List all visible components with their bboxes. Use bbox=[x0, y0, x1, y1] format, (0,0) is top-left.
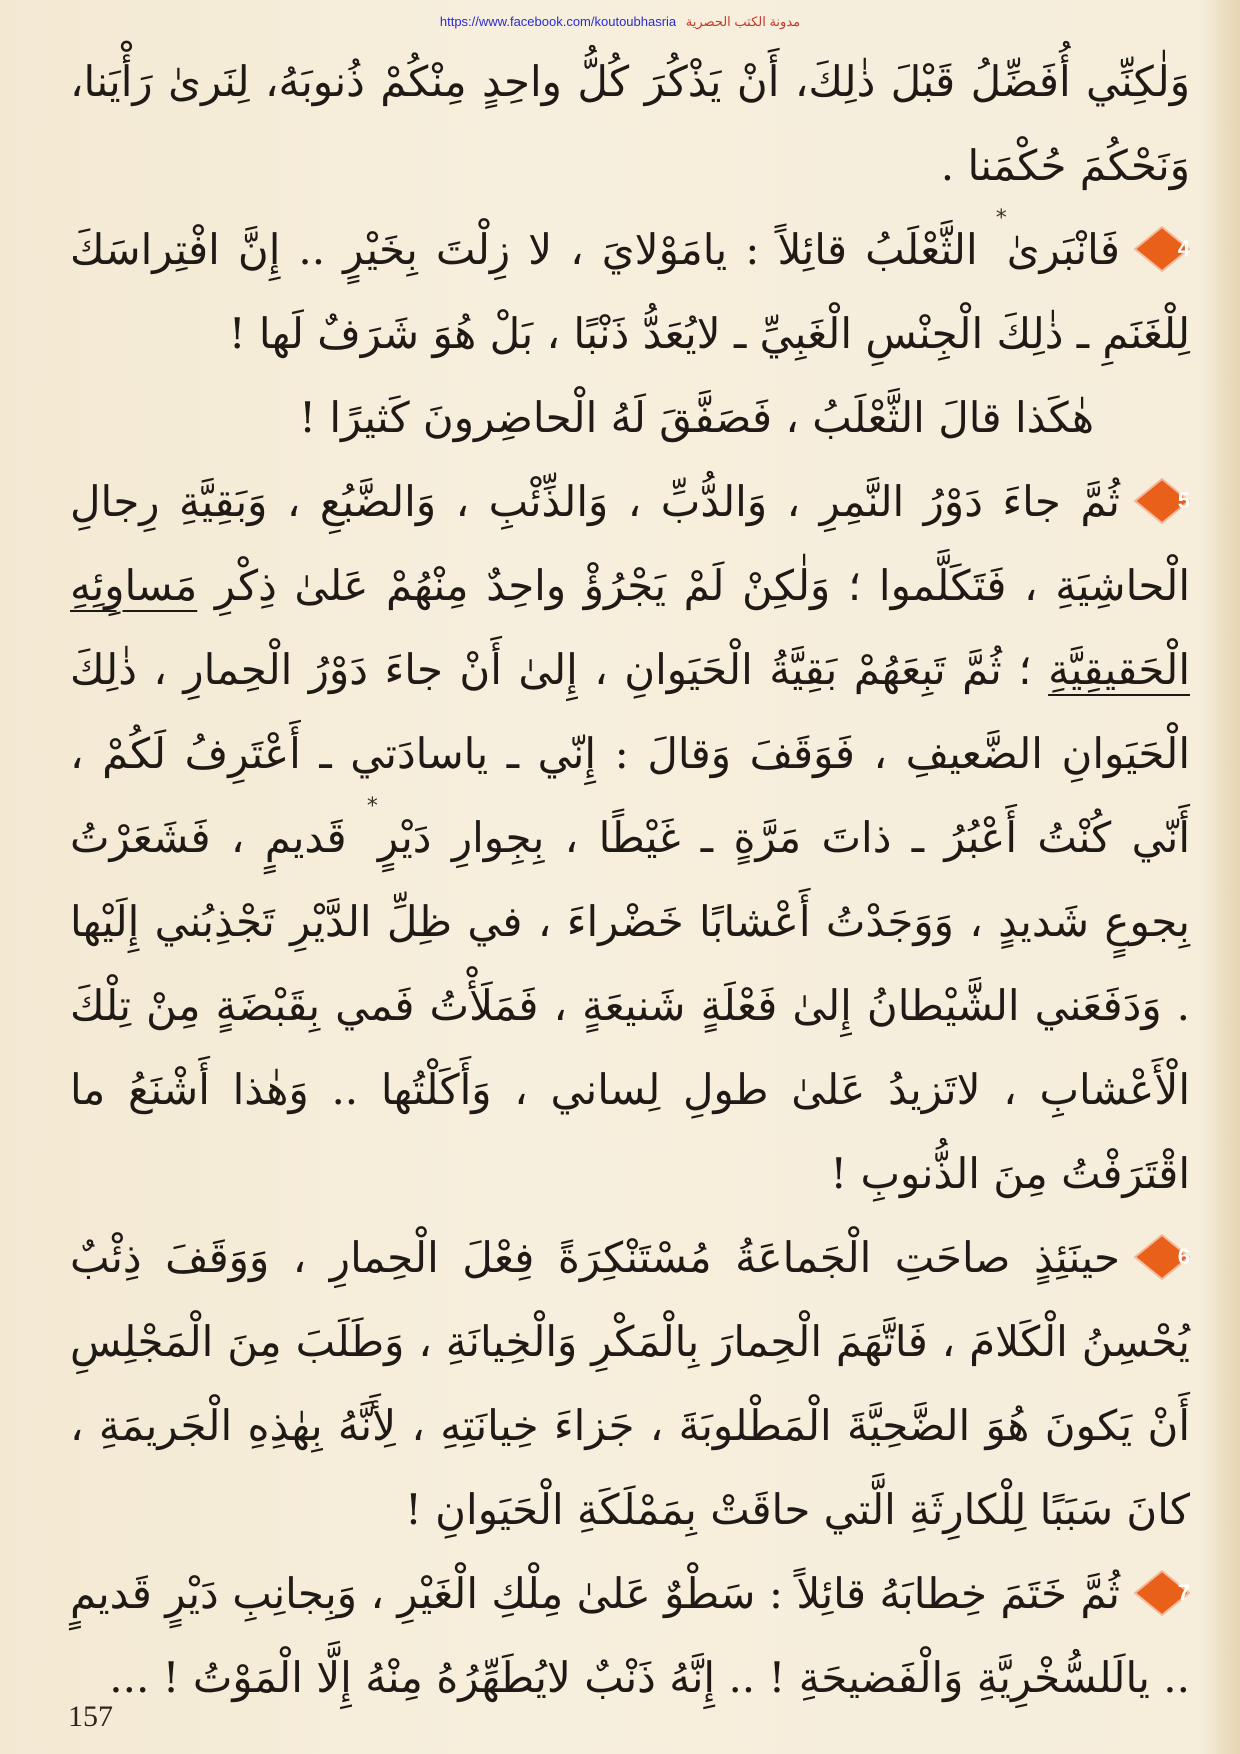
paragraph-number-badge bbox=[1134, 1570, 1190, 1616]
paragraph-5 bbox=[70, 460, 1190, 1216]
paragraph-text-b: ؛ ثُمَّ تَبِعَهُمْ بَقِيَّةُ الْحَيَوانِ ، إِلىٰ أَنْ جاءَ دَوْرُ الْحِمارِ ، ذٰلِكَ الْحَيَوانِ الضَّعيفِ ، فَوَقَفَ وَقالَ : إِنّي ـ ياسادَتي ـ أَعْتَرِفُ لَكُمْ ، أَنّي كُنْتُ أَعْبُرُ ـ ذاتَ مَرَّةٍ ـ غَيْطًا ، بِجِوارِ دَيْرٍ bbox=[70, 645, 1190, 862]
footnote-asterisk: * bbox=[995, 206, 1007, 231]
paragraph-4-continued bbox=[70, 376, 1190, 460]
paragraph-text-c: قَديمٍ ، فَشَعَرْتُ بِجوعٍ شَديدٍ ، وَوَجَدْتُ أَعْشابًا خَضْراءَ ، في ظِلِّ الدَّيْرِ تَجْذِبُني إِلَيْها . وَدَفَعَني الشَّيْطانُ إِلىٰ فَعْلَةٍ شَنيعَةٍ ، فَمَلَأْتُ فَمي بِقَبْضَةٍ مِنْ تِلْكَ الْأَعْشابِ ، لاتَزيدُ عَلىٰ طولِ لِساني ، وَأَكَلْتُها .. وَهٰذا أَشْنَعُ ما اقْتَرَفْتُ مِنَ الذُّنوبِ ! bbox=[70, 813, 1190, 1198]
badge-number: 4 bbox=[1177, 236, 1190, 261]
paragraph-4 bbox=[70, 208, 1190, 376]
paragraph-text: وَلٰكِنِّي أُفَضِّلُ قَبْلَ ذٰلِكَ، أَنْ يَذْكُرَ كُلُّ واحِدٍ مِنْكُمْ ذُنوبَهُ، لِنَرىٰ رَأْيَنا، وَنَحْكُمَ حُكْمَنا . bbox=[70, 57, 1190, 190]
paragraph-number-badge bbox=[1134, 226, 1190, 272]
paragraph-6 bbox=[70, 1216, 1190, 1552]
page-number: 157 bbox=[68, 1700, 113, 1733]
underlined-phrase: مَساوِئِهِ الْحَقيقِيَّةِ bbox=[70, 561, 1190, 694]
source-url[interactable]: https://www.facebook.com/koutoubhasria bbox=[439, 14, 677, 29]
source-blog-name: مدونة الكتب الحصرية bbox=[685, 14, 801, 29]
source-line bbox=[0, 14, 1240, 30]
paragraph-3-end bbox=[70, 40, 1190, 208]
footnote-asterisk: * bbox=[366, 794, 378, 819]
paragraph-number-badge bbox=[1134, 1234, 1190, 1280]
paragraph-7 bbox=[70, 1552, 1190, 1720]
paragraph-text: حينَئِذٍ صاحَتِ الْجَماعَةُ مُسْتَنْكِرَةً فِعْلَ الْحِمارِ ، وَوَقَفَ ذِئْبٌ يُحْسِنُ الْكَلامَ ، فَاتَّهَمَ الْحِمارَ بِالْمَكْرِ وَالْخِيانَةِ ، وَطَلَبَ مِنَ الْمَجْلِسِ أَنْ يَكونَ هُوَ الضَّحِيَّةَ الْمَطْلوبَةَ ، جَزاءَ خِيانَتِهِ ، لِأَنَّهُ بِهٰذِهِ الْجَريمَةِ ، كانَ سَبَبًا لِلْكارِثَةِ الَّتي حاقَتْ بِمَمْلَكَةِ الْحَيَوانِ ! bbox=[70, 1233, 1190, 1534]
badge-number: 6 bbox=[1177, 1244, 1190, 1269]
page-spine-shadow bbox=[1200, 0, 1240, 1754]
paragraph-lead-word: فَانْبَرىٰ bbox=[1006, 225, 1120, 274]
paragraph-text: هٰكَذا قالَ الثَّعْلَبُ ، فَصَفَّقَ لَهُ الْحاضِرونَ كَثيرًا ! bbox=[299, 393, 1094, 442]
badge-number: 7 bbox=[1177, 1580, 1190, 1605]
badge-number: 5 bbox=[1177, 488, 1190, 513]
page-body bbox=[70, 40, 1190, 1720]
paragraph-text: ثُمَّ خَتَمَ خِطابَهُ قائِلاً : سَطْوٌ عَلىٰ مِلْكِ الْغَيْرِ ، وَبِجانِبِ دَيْرٍ قَديمٍ .. يالَلسُّخْرِيَّةِ وَالْفَضيحَةِ ! .. إِنَّهُ ذَنْبٌ لايُطَهِّرُهُ مِنْهُ إِلَّا الْمَوْتُ ! ... bbox=[70, 1569, 1190, 1702]
paragraph-text-a: ثُمَّ جاءَ دَوْرُ النَّمِرِ ، وَالدُّبِّ ، وَالذِّئْبِ ، وَالضَّبُعِ ، وَبَقِيَّةِ رِجالِ الْحاشِيَةِ ، فَتَكَلَّموا ؛ وَلٰكِنْ لَمْ يَجْرُؤْ واحِدٌ مِنْهُمْ عَلىٰ ذِكْرِ bbox=[70, 477, 1190, 610]
paragraph-number-badge bbox=[1134, 478, 1190, 524]
paragraph-text: الثَّعْلَبُ قائِلاً : يامَوْلايَ ، لا زِلْتَ بِخَيْرٍ .. إِنَّ افْتِراسَكَ لِلْغَنَمِ ـ ذٰلِكَ الْجِنْسِ الْغَبِيِّ ـ لايُعَدُّ ذَنْبًا ، بَلْ هُوَ شَرَفٌ لَها ! bbox=[70, 225, 1190, 358]
